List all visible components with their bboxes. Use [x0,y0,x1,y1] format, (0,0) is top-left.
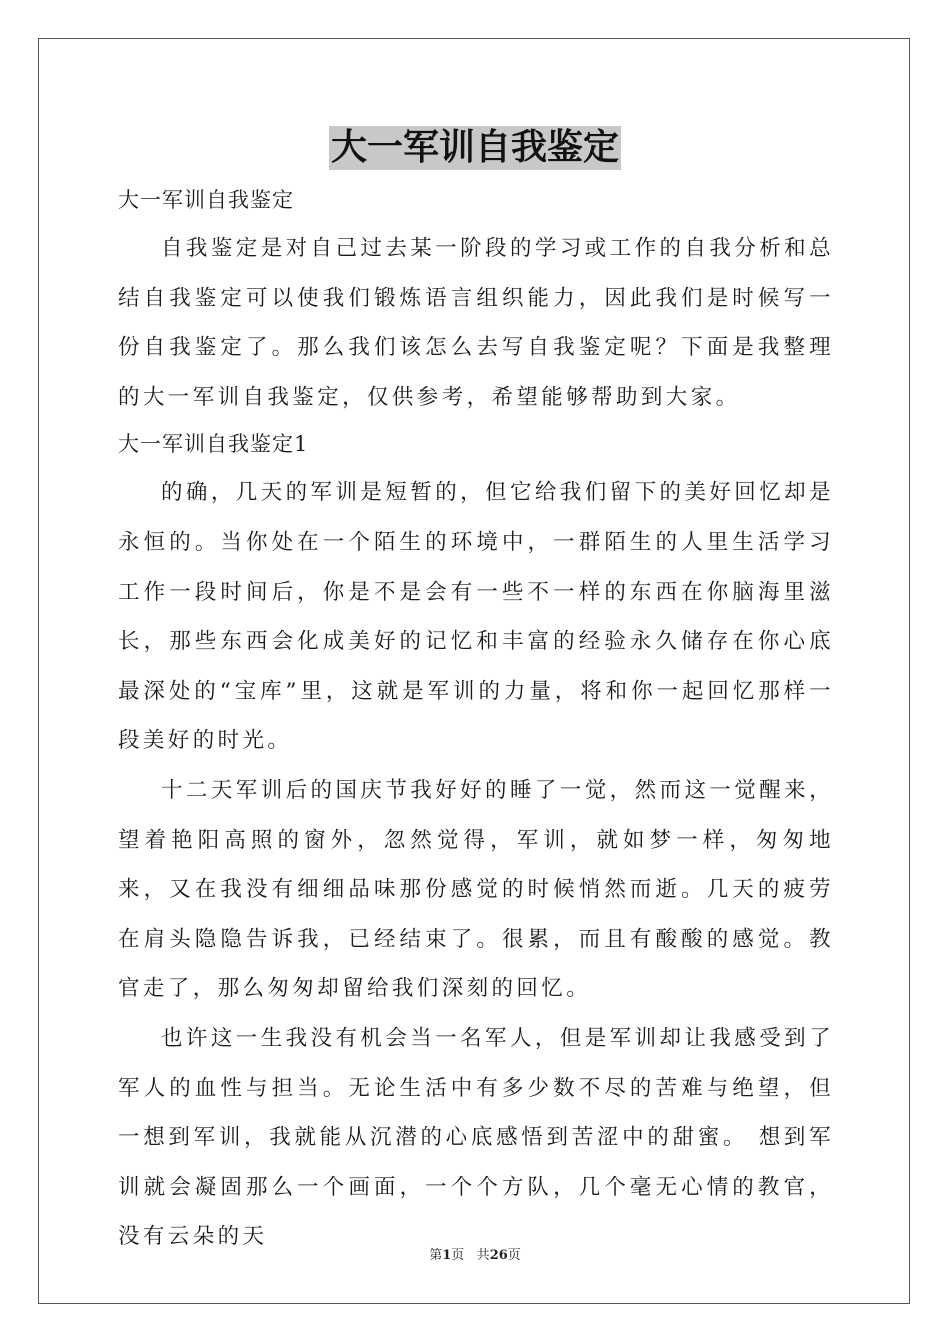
page-prefix: 第 [429,1248,443,1263]
document-body [118,178,834,1262]
section-heading: 大一军训自我鉴定1 [118,432,309,457]
body-paragraph: 的确，几天的军训是短暂的，但它给我们留下的美好回忆却是永恒的。当你处在一个陌生的环境中，一群陌生的人里生活学习工作一段时间后，你是不是会有一些不一样的东西在你脑海里滋长，那些东西会化成美好的记忆和丰富的经验永久储存在你心底最深处的“宝库”里，这就是军训的力量，将和你一起回忆那样一段美好的时光。 [118,480,834,754]
page-footer [0,1244,950,1263]
page-suffix: 页 [451,1248,465,1263]
title-container [0,126,950,170]
document-subtitle: 大一军训自我鉴定 [118,188,294,212]
intro-paragraph: 自我鉴定是对自己过去某一阶段的学习或工作的自我分析和总结自我鉴定可以使我们锻炼语言组织能力，因此我们是时候写一份自我鉴定了。那么我们该怎么去写自我鉴定呢？下面是我整理的大一军训自我鉴定，仅供参考，希望能够帮助到大家。 [118,236,834,410]
total-prefix: 共 [476,1248,490,1263]
body-paragraph: 也许这一生我没有机会当一名军人，但是军训却让我感受到了军人的血性与担当。无论生活中有多少数不尽的苦难与绝望，但一想到军训，我就能从沉潜的心底感悟到苦涩中的甜蜜。 想到军训就会凝固那么一个画面，一个个方队，几个毫无心情的教官，没有云朵的天 [118,1025,834,1250]
total-suffix: 页 [507,1248,521,1263]
page-number: 1 [442,1248,452,1263]
body-paragraph: 十二天军训后的国庆节我好好的睡了一觉，然而这一觉醒来，望着艳阳高照的窗外，忽然觉得，军训，就如梦一样，匆匆地来，又在我没有细细品味那份感觉的时候悄然而逝。几天的疲劳在肩头隐隐告诉我，已经结束了。很累，而且有酸酸的感觉。教官走了，那么匆匆却留给我们深刻的回忆。 [118,777,834,1002]
total-pages: 26 [489,1248,508,1263]
document-title: 大一军训自我鉴定 [330,127,619,168]
